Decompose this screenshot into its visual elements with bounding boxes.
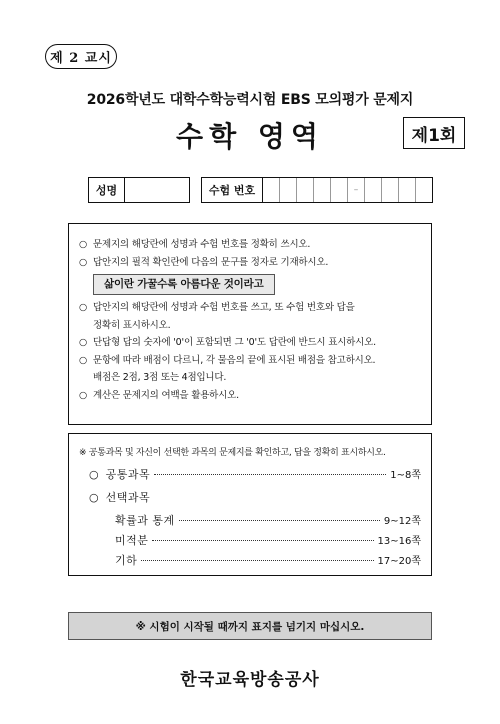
exam-number-box bbox=[201, 177, 433, 203]
instruction-item bbox=[79, 254, 421, 272]
name-label: 성명 bbox=[89, 178, 125, 202]
instruction-text: 문항에 따라 배점이 다르니, 각 물음의 끝에 표시된 배점을 참고하시오. bbox=[93, 354, 376, 366]
instruction-continuation: 정확히 표시하시오. bbox=[93, 319, 171, 331]
dotted-leader bbox=[152, 540, 373, 541]
instruction-item bbox=[79, 236, 421, 254]
dotted-leader bbox=[154, 474, 386, 475]
exam-number-digit[interactable] bbox=[263, 178, 280, 202]
subject-pages: 17~20쪽 bbox=[377, 556, 421, 567]
circle-bullet-icon: ○ bbox=[79, 302, 88, 313]
exam-number-digit[interactable] bbox=[297, 178, 314, 202]
instruction-text: 계산은 문제지의 여백을 활용하시오. bbox=[93, 389, 239, 401]
circle-bullet-icon: ○ bbox=[79, 256, 88, 268]
exam-number-digit[interactable] bbox=[314, 178, 331, 202]
exam-number-separator: – bbox=[348, 178, 365, 202]
subject-pages: 9~12쪽 bbox=[383, 516, 421, 527]
dotted-leader bbox=[179, 520, 380, 521]
exam-number-digit[interactable] bbox=[280, 178, 297, 202]
elective-heading bbox=[89, 489, 150, 505]
subject-name: 미적분 bbox=[115, 534, 149, 547]
elective-label: 선택과목 bbox=[105, 491, 151, 504]
exam-number-digit[interactable] bbox=[331, 178, 348, 202]
notice-bar: ※ 시험이 시작될 때까지 표지를 넘기지 마십시오. bbox=[68, 612, 432, 640]
subject-row-elective bbox=[115, 552, 421, 568]
subject-row-elective bbox=[115, 532, 421, 548]
exam-number-label: 수험 번호 bbox=[202, 178, 263, 202]
instruction-text: 답안지의 필적 확인란에 다음의 문구를 정자로 기재하시오. bbox=[93, 256, 329, 268]
subject-name: 공통과목 bbox=[105, 468, 151, 481]
exam-number-digit[interactable] bbox=[399, 178, 416, 202]
round-badge: 제1회 bbox=[403, 117, 465, 149]
exam-number-digit[interactable] bbox=[416, 178, 432, 202]
subject-pages: 1~8쪽 bbox=[390, 470, 421, 481]
subjects-box bbox=[68, 433, 432, 576]
publisher-name: 한국교육방송공사 bbox=[180, 670, 320, 690]
subject-title: 수학 영역 bbox=[176, 120, 324, 153]
exam-number-digit[interactable] bbox=[365, 178, 382, 202]
circle-bullet-icon: ○ bbox=[79, 389, 88, 401]
handwriting-phrase: 삶이란 가꿀수록 아름다운 것이라고 bbox=[93, 274, 275, 295]
dotted-leader bbox=[141, 560, 373, 561]
instruction-item bbox=[79, 334, 421, 352]
circle-bullet-icon: ○ bbox=[89, 468, 99, 481]
name-field[interactable] bbox=[125, 178, 189, 202]
subjects-note: ※ 공통과목 및 자신이 선택한 과목의 문제지를 확인하고, 답을 정확히 표시하시오. bbox=[79, 448, 386, 458]
subject-name: 확률과 통계 bbox=[115, 514, 175, 527]
circle-bullet-icon: ○ bbox=[89, 491, 99, 504]
instruction-item bbox=[79, 299, 421, 317]
instruction-text: 문제지의 해당란에 성명과 수험 번호를 정확히 쓰시오. bbox=[93, 239, 311, 250]
exam-title: 2026학년도 대학수학능력시험 EBS 모의평가 문제지 bbox=[86, 92, 414, 108]
instruction-text: 답안지의 해당란에 성명과 수험 번호를 쓰고, 또 수험 번호와 답을 bbox=[93, 302, 355, 313]
circle-bullet-icon: ○ bbox=[79, 354, 88, 366]
instruction-item bbox=[79, 352, 421, 370]
session-badge: 제 2 교시 bbox=[45, 44, 117, 69]
name-field-box bbox=[88, 177, 190, 203]
instructions-box bbox=[68, 223, 432, 425]
instruction-continuation: 배점은 2점, 3점 또는 4점입니다. bbox=[93, 372, 227, 383]
circle-bullet-icon: ○ bbox=[79, 239, 88, 250]
circle-bullet-icon: ○ bbox=[79, 337, 88, 348]
subject-row-common bbox=[89, 466, 421, 482]
instruction-item bbox=[79, 387, 421, 405]
subject-name: 기하 bbox=[115, 554, 138, 567]
subject-row-elective bbox=[115, 512, 421, 528]
subject-pages: 13~16쪽 bbox=[377, 536, 421, 547]
exam-number-digit[interactable] bbox=[382, 178, 399, 202]
instruction-text: 단답형 답의 숫자에 '0'이 포함되면 그 '0'도 답란에 반드시 표시하시오. bbox=[93, 337, 376, 348]
